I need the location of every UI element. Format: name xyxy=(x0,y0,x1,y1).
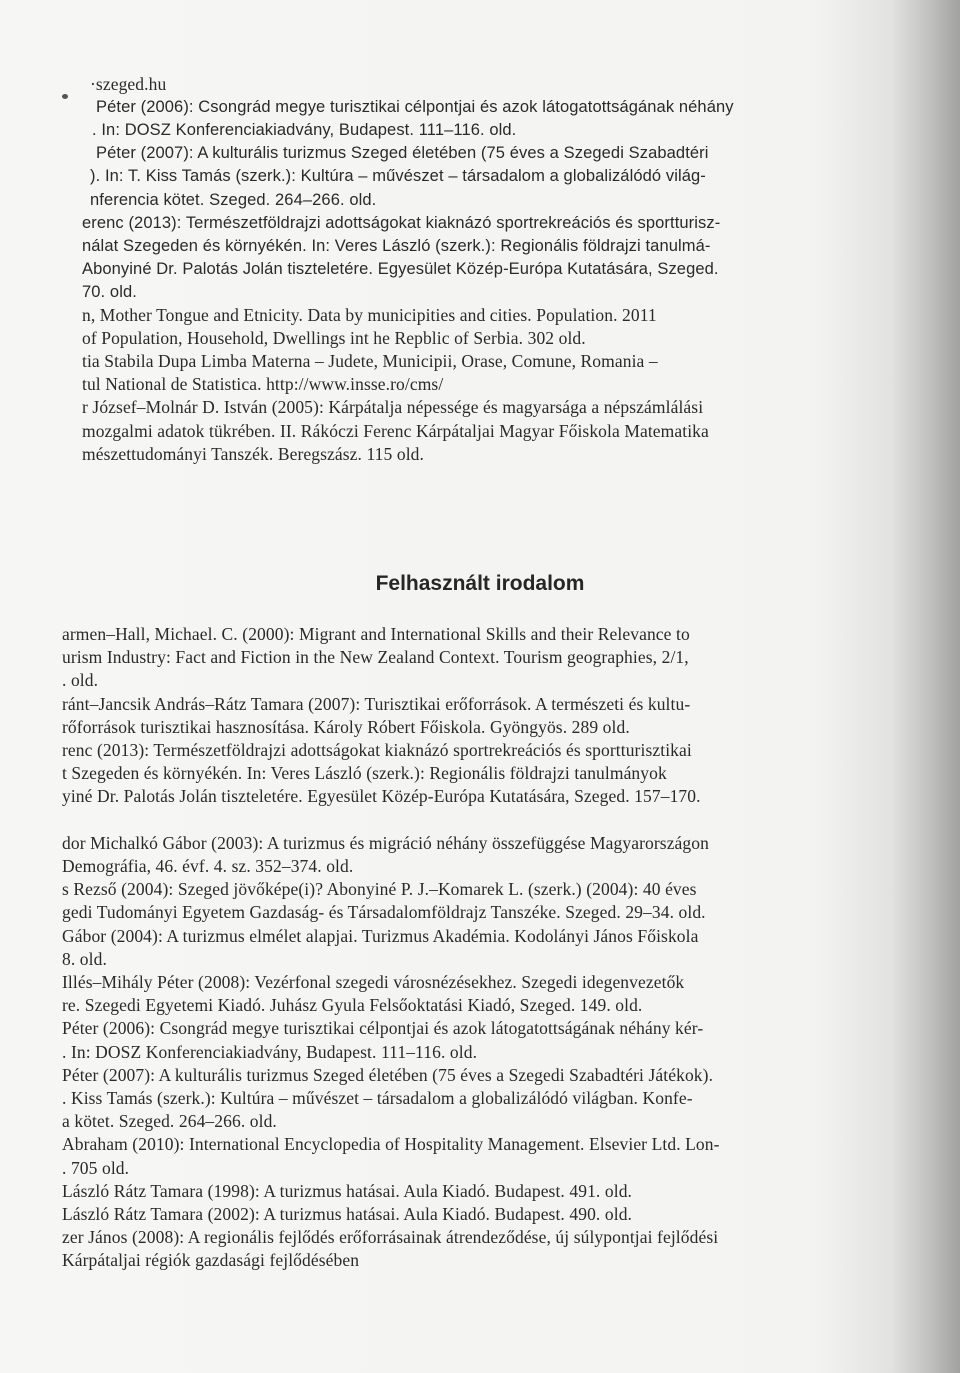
reference-line: László Rátz Tamara (2002): A turizmus hatásai. Aula Kiadó. Budapest. 490. old. xyxy=(62,1204,633,1224)
reference-line: Illés–Mihály Péter (2008): Vezérfonal szegedi városnézésekhez. Szegedi idegenvezetők xyxy=(62,972,685,992)
reference-line: . In: DOSZ Konferenciakiadvány, Budapest. 111–116. old. xyxy=(92,121,517,140)
reference-line: s Rezső (2004): Szeged jövőképe(i)? Abonyiné P. J.–Komarek L. (szerk.) (2004): 40 éves xyxy=(62,879,697,900)
reference-line: n, Mother Tongue and Etnicity. Data by municipities and cities. Population. 2011 xyxy=(82,305,657,325)
reference-line: László Rátz Tamara (1998): A turizmus hatásai. Aula Kiadó. Budapest. 491. old. xyxy=(62,1180,633,1201)
reference-line: ). In: T. Kiss Tamás (szerk.): Kultúra – művészet – társadalom a globalizálódó világ- xyxy=(90,167,706,186)
reference-line: rőforrások turisztikai hasznosítása. Károly Róbert Főiskola. Gyöngyös. 289 old. xyxy=(62,716,630,737)
reference-line: 70. old. xyxy=(82,282,137,301)
reference-line: gedi Tudományi Egyetem Gazdaság- és Társadalomföldrajz Tanszéke. Szeged. 29–34. old. xyxy=(62,902,706,923)
reference-line: re. Szegedi Egyetemi Kiadó. Juhász Gyula Felsőoktatási Kiadó, Szeged. 149. old. xyxy=(62,995,643,1016)
reference-line: 8. old. xyxy=(62,948,107,969)
reference-line: a kötet. Szeged. 264–266. old. xyxy=(62,1111,277,1132)
reference-line: armen–Hall, Michael. C. (2000): Migrant and International Skills and their Relevance to xyxy=(62,624,690,644)
reference-line: zer János (2008): A regionális fejlődés erőforrásainak átrendeződése, új súlypontjai fejlődési xyxy=(62,1227,719,1248)
reference-line: tia Stabila Dupa Limba Materna – Judete, Municipii, Orase, Comune, Romania – xyxy=(82,351,658,372)
reference-line: mozgalmi adatok tükrében. II. Rákóczi Ferenc Kárpátaljai Magyar Főiskola Matematika xyxy=(82,420,709,441)
reference-line: tul National de Statistica. http://www.insse.ro/cms/ xyxy=(82,374,444,395)
reference-line: Gábor (2004): A turizmus elmélet alapjai. Turizmus Akadémia. Kodolányi János Főiskola xyxy=(62,925,699,946)
reference-line: nferencia kötet. Szeged. 264–266. old. xyxy=(90,190,377,209)
reference-line: r József–Molnár D. István (2005): Kárpátalja népessége és magyarsága a népszámlálási xyxy=(82,397,704,418)
reference-line: ·szeged.hu xyxy=(90,74,167,94)
reference-line: t Szegeden és környékén. In: Veres László (szerk.): Regionális földrajzi tanulmányok xyxy=(62,763,667,784)
reference-line: yiné Dr. Palotás Jolán tiszteletére. Egyesület Közép-Európa Kutatására, Szeged. 157–170. xyxy=(62,786,701,807)
reference-line: . Kiss Tamás (szerk.): Kultúra – művészet – társadalom a globalizálódó világban. Konfe- xyxy=(62,1088,693,1108)
reference-line: . 705 old. xyxy=(62,1157,130,1178)
reference-line: Abraham (2010): International Encyclopedia of Hospitality Management. Elsevier Ltd. Lon- xyxy=(62,1134,720,1155)
reference-line: urism Industry: Fact and Fiction in the New Zealand Context. Tourism geographies, 2/1, xyxy=(62,647,689,668)
section-heading: Felhasznált irodalom xyxy=(375,572,585,595)
reference-line: of Population, Household, Dwellings int he Repblic of Serbia. 302 old. xyxy=(82,328,586,349)
reference-line: nálat Szegeden és környékén. In: Veres László (szerk.): Regionális földrajzi tanulmá- xyxy=(82,236,711,255)
reference-line: Kárpátaljai régiók gazdasági fejlődésében xyxy=(62,1250,360,1271)
reference-line xyxy=(62,809,950,832)
reference-line: Abonyiné Dr. Palotás Jolán tiszteletére. Egyesület Közép-Európa Kutatására, Szeged. xyxy=(82,259,719,278)
bullet-mark xyxy=(62,94,68,99)
reference-line: Péter (2007): A kulturális turizmus Szeged életében (75 éves a Szegedi Szabadtéri xyxy=(96,144,709,163)
reference-line: . old. xyxy=(62,670,99,691)
reference-line: Péter (2006): Csongrád megye turisztikai célpontjai és azok látogatottságának néhány kér- xyxy=(62,1018,704,1039)
reference-line: . In: DOSZ Konferenciakiadvány, Budapest. 111–116. old. xyxy=(62,1041,478,1062)
reference-line: ránt–Jancsik András–Rátz Tamara (2007): Turisztikai erőforrások. A természeti és kultu- xyxy=(62,693,691,714)
reference-line: Péter (2007): A kulturális turizmus Szeged életében (75 éves a Szegedi Szabadtéri Játékok). xyxy=(62,1064,714,1085)
reference-line: Demográfia, 46. évf. 4. sz. 352–374. old. xyxy=(62,856,354,876)
reference-line: renc (2013): Természetföldrajzi adottságokat kiaknázó sportrekreációs és sportturisztikai xyxy=(62,740,692,760)
reference-line: dor Michalkó Gábor (2003): A turizmus és migráció néhány összefüggése Magyarországon xyxy=(62,832,709,853)
reference-line: mészettudományi Tanszék. Beregszász. 115 old. xyxy=(82,443,424,464)
reference-line: Péter (2006): Csongrád megye turisztikai célpontjai és azok látogatottságának néhány xyxy=(96,98,734,117)
reference-line: erenc (2013): Természetföldrajzi adottságokat kiaknázó sportrekreációs és sportturisz- xyxy=(82,213,721,232)
